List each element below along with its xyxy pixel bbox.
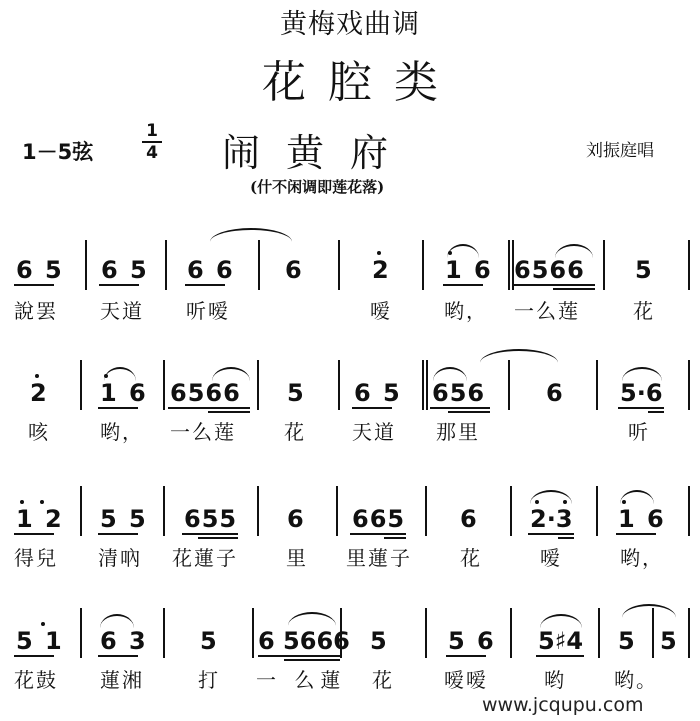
barline: [425, 608, 427, 658]
note-group: 5: [370, 627, 389, 655]
slur: [480, 349, 558, 363]
slur: [288, 612, 336, 626]
barline: [598, 608, 600, 658]
underline: [553, 288, 595, 290]
note-group: 6 5: [16, 256, 64, 284]
slur: [210, 228, 292, 242]
lyric: 蓮湘: [100, 668, 144, 692]
high-octave-dot: [35, 374, 39, 378]
slur: [100, 614, 134, 628]
note-group: 6: [546, 379, 565, 407]
barline: [508, 240, 510, 290]
barline: [596, 360, 598, 410]
note-group: 665: [352, 505, 406, 533]
underline: [198, 537, 238, 539]
high-octave-dot: [40, 500, 44, 504]
underline: [384, 537, 406, 539]
underline: [536, 655, 584, 657]
slur: [104, 367, 136, 381]
note-group: 655: [184, 505, 238, 533]
note-group: 2: [372, 256, 391, 284]
underline: [208, 411, 250, 413]
underline: [98, 533, 138, 535]
note-group: 1 6: [100, 379, 148, 407]
note-group: 6566: [170, 379, 241, 407]
note-group: 1 6: [445, 256, 493, 284]
slur: [622, 367, 662, 381]
underline: [618, 407, 664, 409]
barline: [603, 240, 605, 290]
lyric: 說罢: [14, 299, 58, 323]
note-group: 5 6: [448, 627, 496, 655]
barline: [422, 360, 424, 410]
underline: [99, 284, 139, 286]
note-group: 6: [460, 505, 479, 533]
song-subtitle: (什不闲调即莲花落): [250, 178, 385, 196]
lyric: 里: [286, 546, 308, 570]
barline: [80, 608, 82, 658]
lyric: 嗳: [370, 299, 392, 323]
time-signature: [142, 122, 162, 162]
lyric: 一么莲: [514, 299, 580, 323]
note-group: 5·6: [620, 379, 663, 407]
note-group: 5: [635, 256, 654, 284]
note-group: 5: [660, 627, 679, 655]
watermark: www.jcqupu.com: [482, 694, 644, 716]
slur: [447, 244, 479, 258]
underline: [513, 284, 595, 286]
barline: [510, 608, 512, 658]
lyric: 清吶: [98, 546, 142, 570]
note-group: 656: [432, 379, 486, 407]
note-group: 6566: [514, 256, 585, 284]
lyric: 花: [633, 299, 655, 323]
slur: [555, 244, 593, 258]
note-group: 6 3: [100, 627, 148, 655]
underline: [14, 284, 54, 286]
barline: [163, 360, 165, 410]
note-group: 5♯4: [538, 627, 584, 655]
lyric: 天道: [352, 420, 396, 444]
lyric: 花: [460, 546, 482, 570]
barline: [258, 240, 260, 290]
song-title: 闹黄府: [222, 131, 415, 175]
lyric: 哟，: [444, 299, 488, 323]
high-octave-dot: [20, 500, 24, 504]
note-group: 5: [618, 627, 637, 655]
underline: [558, 537, 574, 539]
slur: [530, 490, 572, 504]
lyric: 听嗳: [186, 299, 230, 323]
note-group: 6: [287, 505, 306, 533]
barline: [688, 360, 690, 410]
underline: [258, 655, 340, 657]
barline: [688, 486, 690, 536]
barline: [85, 240, 87, 290]
barline: [338, 240, 340, 290]
note-group: 1 6: [618, 505, 666, 533]
barline: [688, 608, 690, 658]
slur: [622, 604, 676, 618]
barline: [80, 360, 82, 410]
lyric: 花鼓: [14, 668, 58, 692]
lyric: 哟: [544, 668, 566, 692]
barline: [257, 486, 259, 536]
note-group: 6 5: [354, 379, 402, 407]
lyric: 一么莲: [170, 420, 236, 444]
note-group: 6 5666: [258, 627, 350, 655]
lyric: 天道: [100, 299, 144, 323]
barline: [252, 608, 254, 658]
note-group: 5 1: [16, 627, 64, 655]
underline: [352, 407, 392, 409]
note-group: 2: [30, 379, 49, 407]
underline: [430, 407, 490, 409]
barline: [257, 360, 259, 410]
underline: [168, 407, 250, 409]
barline: [336, 486, 338, 536]
note-group: 2·3: [530, 505, 573, 533]
high-octave-dot: [41, 622, 45, 626]
underline: [448, 411, 490, 413]
underline: [182, 533, 238, 535]
lyric: 打: [198, 668, 220, 692]
note-group: 5: [287, 379, 306, 407]
note-group: 6 5: [101, 256, 149, 284]
note-group: 6: [285, 256, 304, 284]
underline: [648, 411, 664, 413]
barline: [596, 486, 598, 536]
barline: [338, 360, 340, 410]
lyric: 哟，: [620, 546, 664, 570]
barline: [80, 486, 82, 536]
slur: [620, 490, 654, 504]
key-signature: 1－5弦: [22, 140, 94, 164]
barline: [688, 240, 690, 290]
underline: [528, 533, 574, 535]
barline: [163, 608, 165, 658]
barline: [508, 360, 510, 410]
note-group: 5: [200, 627, 219, 655]
lyric: 花: [372, 668, 394, 692]
slur: [212, 367, 250, 381]
lyric: 哟，: [100, 420, 144, 444]
note-group: 1 2: [16, 505, 64, 533]
underline: [98, 655, 138, 657]
barline: [510, 486, 512, 536]
slur: [433, 367, 467, 381]
main-title: 花腔类: [262, 57, 460, 108]
underline: [185, 284, 225, 286]
high-octave-dot: [377, 251, 381, 255]
barline: [163, 486, 165, 536]
underline: [446, 655, 486, 657]
lyric: 得兒: [14, 546, 58, 570]
lyric: 里蓮子: [346, 546, 412, 570]
barline: [422, 240, 424, 290]
lyric: 一 么蓮: [256, 668, 347, 692]
lyric: 花蓮子: [172, 546, 238, 570]
underline: [616, 533, 656, 535]
lyric: 那里: [436, 420, 480, 444]
lyric: 花: [284, 420, 306, 444]
underline: [350, 533, 406, 535]
underline: [14, 655, 54, 657]
barline: [165, 240, 167, 290]
lyric: 哟。: [614, 668, 658, 692]
lyric: 咳: [28, 420, 50, 444]
underline: [443, 284, 483, 286]
lyric: 嗳: [540, 546, 562, 570]
note-group: 5 5: [100, 505, 148, 533]
underline: [14, 533, 54, 535]
slur: [540, 614, 582, 628]
note-group: 6 6: [187, 256, 235, 284]
barline: [426, 360, 428, 410]
time-signature-denominator: 4: [146, 143, 158, 163]
singer-credit: 刘振庭唱: [586, 141, 654, 161]
underline: [98, 407, 138, 409]
underline: [284, 659, 340, 661]
barline: [425, 486, 427, 536]
time-signature-numerator: 1: [146, 121, 158, 141]
super-title: 黄梅戏曲调: [280, 9, 420, 40]
lyric: 嗳嗳: [444, 668, 488, 692]
lyric: 听: [628, 420, 650, 444]
